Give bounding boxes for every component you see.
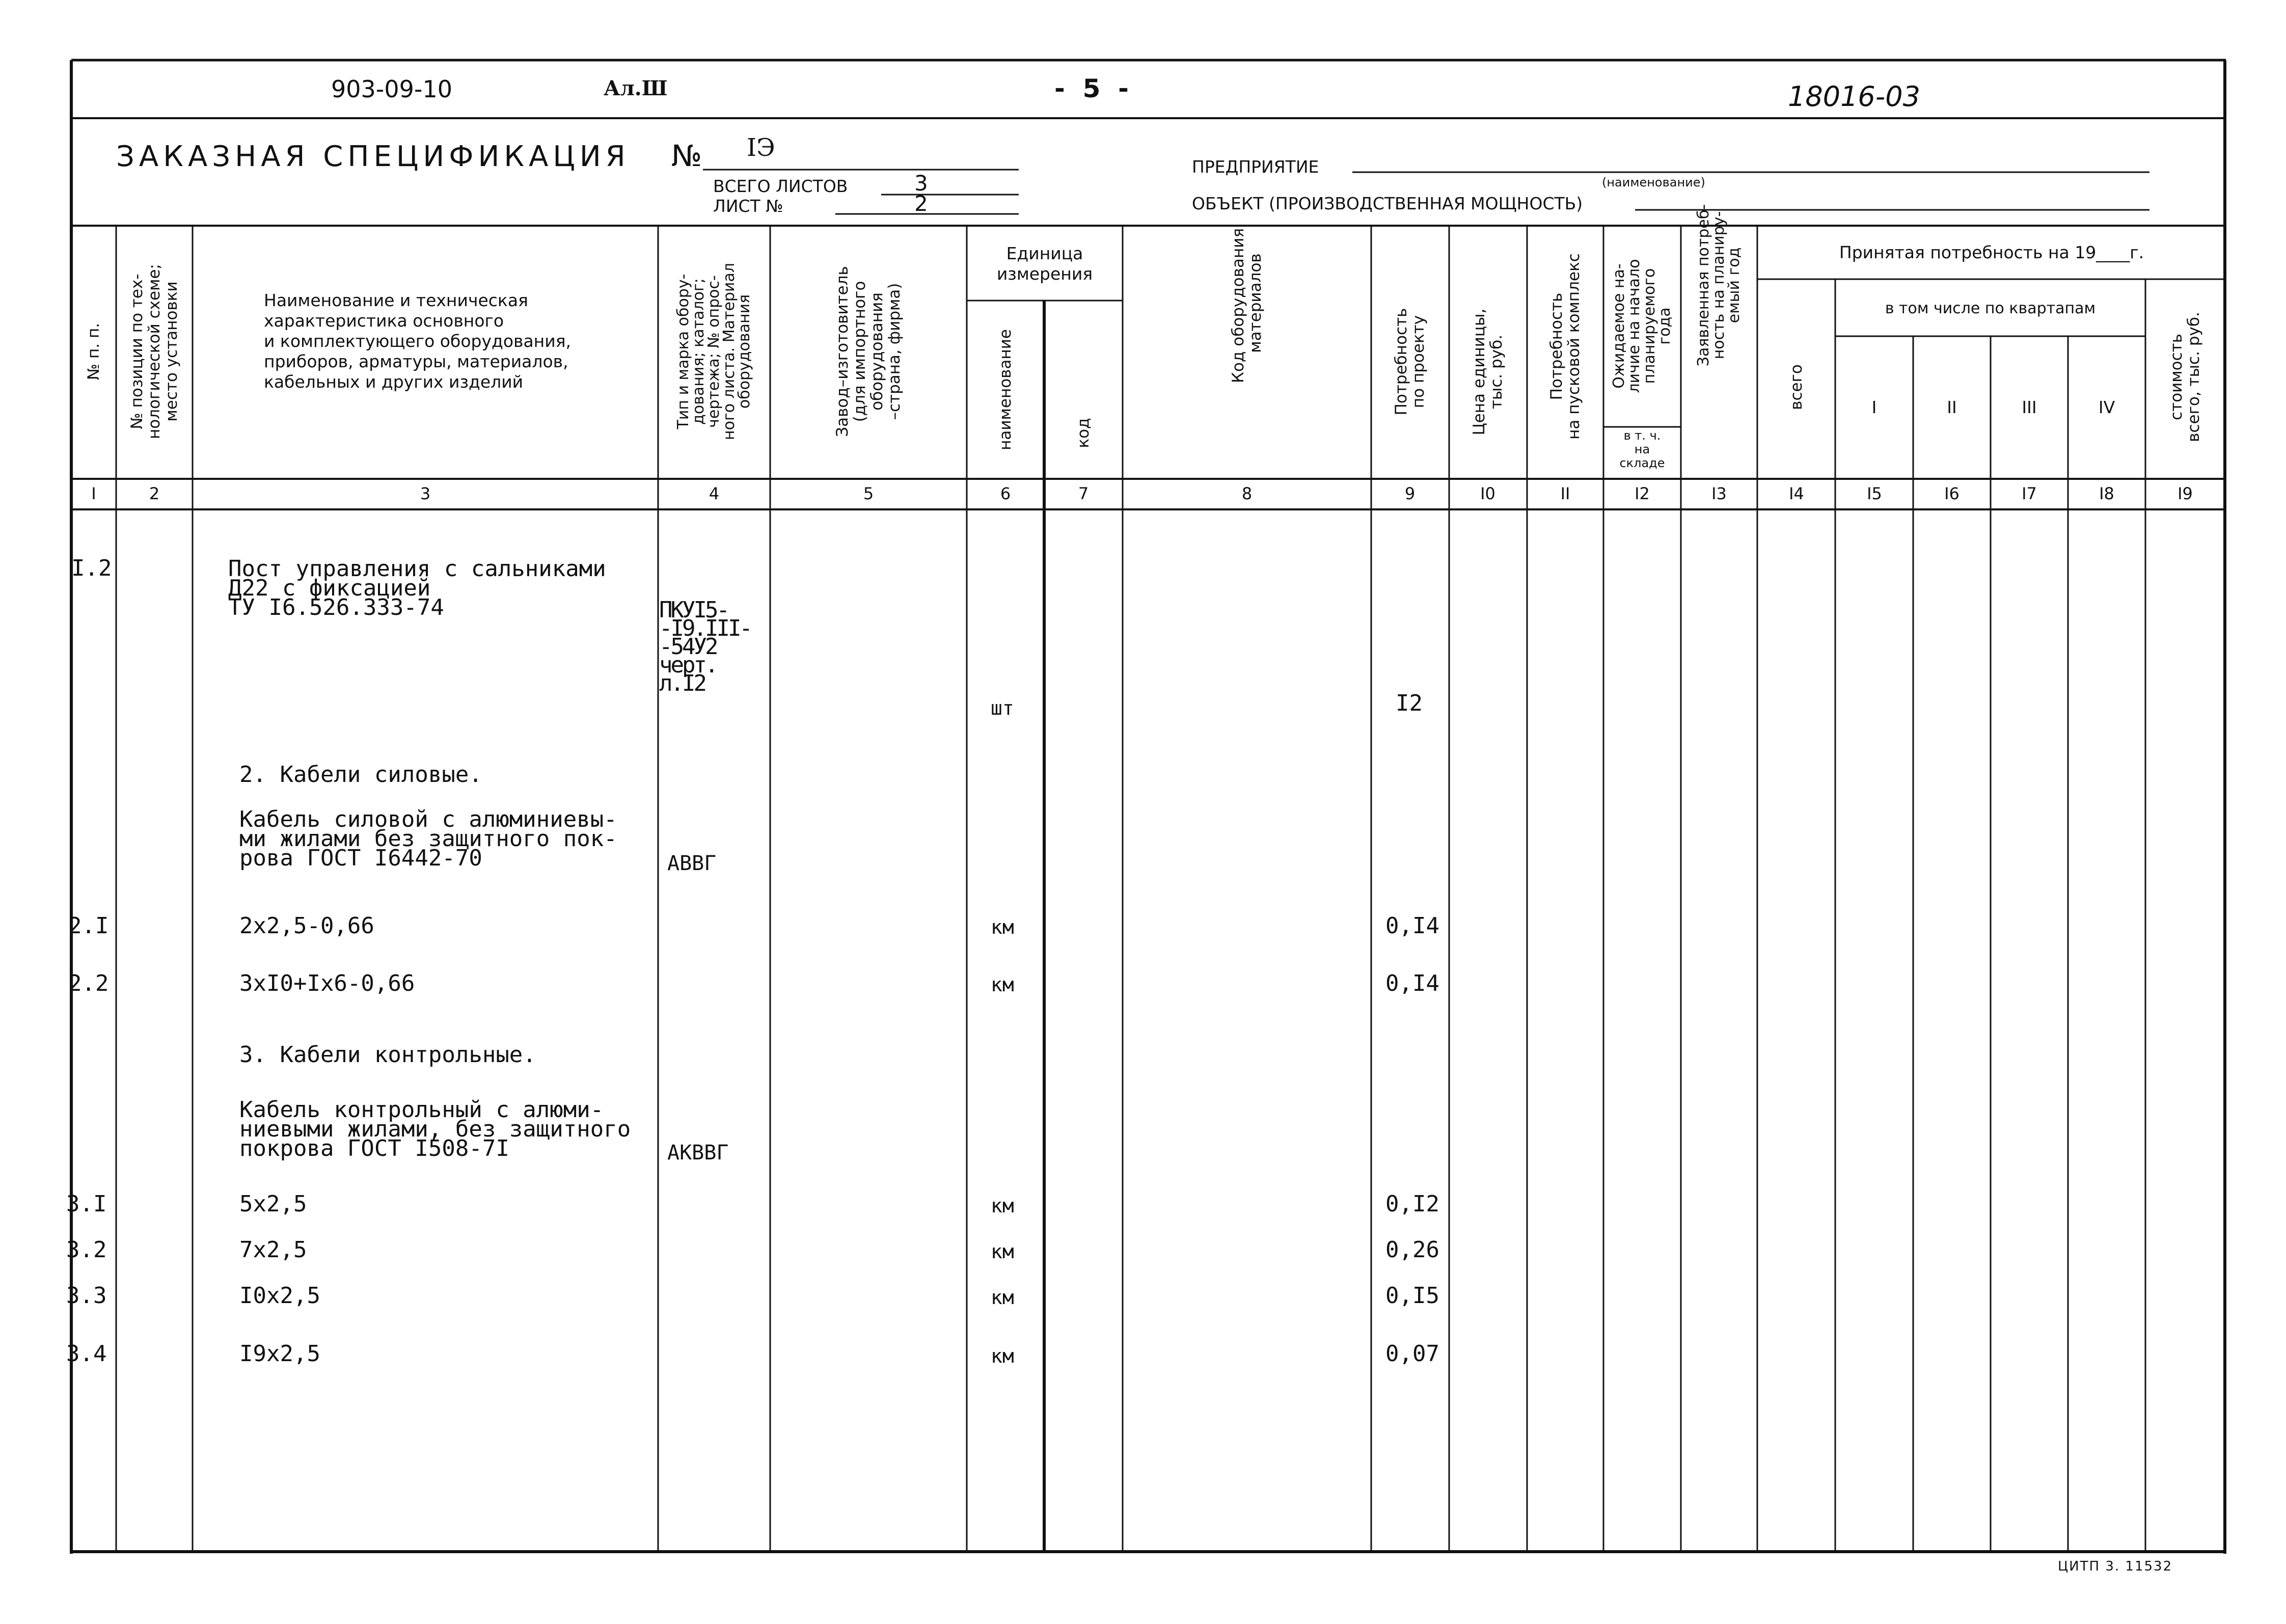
column-number: II bbox=[1560, 484, 1570, 503]
row-unit: км bbox=[991, 1195, 1014, 1217]
row-position: 3.2 bbox=[66, 1237, 107, 1263]
column-number: I8 bbox=[2099, 484, 2114, 503]
row-name: 2x2,5-0,66 bbox=[239, 913, 374, 939]
col-17-header: III bbox=[2022, 397, 2037, 417]
column-number: I0 bbox=[1480, 484, 1495, 503]
name-hint: (наименование) bbox=[1602, 175, 1705, 190]
row-quantity: I2 bbox=[1396, 690, 1423, 716]
row-name: Пост управления с сальниками Д22 с фиксацией ТУ I6.526.333-74 bbox=[228, 556, 606, 620]
enterprise-label: ПРЕДПРИЯТИЕ bbox=[1192, 157, 1319, 177]
accepted-group-header: Принятая потребность на 19____г. bbox=[1839, 242, 2144, 262]
row-description: Кабель силовой с алюминиевы- ми жилами без защитного пок- рова ГОСТ I6442-70 bbox=[239, 806, 617, 871]
column-number: I7 bbox=[2022, 484, 2037, 503]
col-18-header: IV bbox=[2098, 397, 2115, 417]
col-9-header: Потребность по проекту bbox=[1392, 308, 1428, 416]
col-4-header: Тип и марка обору- дования; каталог; чертежа; № опрос- ного листа. Материал оборудования bbox=[674, 262, 753, 441]
column-number: I5 bbox=[1867, 484, 1882, 503]
total-sheets-label: ВСЕГО ЛИСТОВ bbox=[713, 176, 848, 196]
row-type: ПКУI5- -I9.III- -54У2 черт. л.I2 bbox=[659, 597, 751, 696]
row-position: 3.4 bbox=[66, 1341, 107, 1367]
col-8-header: Код оборудования, материалов bbox=[1229, 223, 1265, 383]
column-number: I bbox=[91, 484, 96, 503]
col-2-header: № позиции по тех- нологической схеме; место установки bbox=[128, 264, 181, 439]
col-10-header: Цена единицы, тыс. руб. bbox=[1470, 308, 1506, 436]
row-quantity: 0,I5 bbox=[1385, 1283, 1439, 1309]
col-3-header: Наименование и техническая характеристика основного и комплектующего оборудования, приборов, арматуры, материалов, кабельных и других изделий bbox=[264, 290, 572, 392]
row-unit: км bbox=[991, 916, 1014, 938]
column-number: I2 bbox=[1635, 484, 1650, 503]
col-1-header: № п. п. bbox=[85, 322, 103, 381]
row-type: АВВГ bbox=[667, 852, 717, 875]
column-number: I9 bbox=[2178, 484, 2193, 503]
row-name: I9x2,5 bbox=[239, 1341, 320, 1367]
row-unit: шт bbox=[991, 697, 1014, 719]
row-name: 7x2,5 bbox=[239, 1237, 307, 1263]
section-heading: 3. Кабели контрольные. bbox=[239, 1042, 536, 1068]
row-description: Кабель контрольный с алюми- ниевыми жилами, без защитного покрова ГОСТ I508-7I bbox=[239, 1097, 631, 1161]
row-quantity: 0,I4 bbox=[1385, 970, 1439, 996]
row-quantity: 0,I4 bbox=[1385, 913, 1439, 939]
col-6-header: наименование bbox=[996, 329, 1015, 450]
row-quantity: 0,07 bbox=[1385, 1341, 1439, 1367]
column-number: 8 bbox=[1241, 484, 1253, 503]
col-12-sub-header: в т. ч. на складе bbox=[1619, 428, 1665, 470]
row-position: 3.3 bbox=[66, 1283, 107, 1309]
row-quantity: 0,26 bbox=[1385, 1237, 1439, 1263]
unit-group-header: Единица измерения bbox=[996, 243, 1093, 284]
album-number: Ал.Ш bbox=[604, 76, 668, 100]
row-name: 5x2,5 bbox=[239, 1191, 307, 1217]
column-number: 2 bbox=[149, 484, 160, 503]
spec-number-value: IЭ bbox=[747, 133, 775, 162]
spec-title: ЗАКАЗНАЯ СПЕЦИФИКАЦИЯ bbox=[116, 140, 630, 173]
sheet-value: 2 bbox=[914, 191, 928, 216]
column-number: 5 bbox=[863, 484, 874, 503]
print-mark: ЦИТП 3. 11532 bbox=[2058, 1559, 2173, 1574]
row-name: 3xI0+Ix6-0,66 bbox=[239, 970, 415, 996]
column-number: I3 bbox=[1711, 484, 1727, 503]
col-16-header: II bbox=[1947, 397, 1957, 417]
spec-number-label: № bbox=[671, 139, 702, 173]
row-unit: км bbox=[991, 973, 1014, 996]
col-7-header: код bbox=[1074, 418, 1093, 448]
quarters-group-header: в том числе по квартапам bbox=[1885, 300, 2096, 317]
column-number: 6 bbox=[1000, 484, 1011, 503]
col-14-header: всего bbox=[1787, 364, 1806, 410]
col-15-header: I bbox=[1871, 397, 1877, 417]
row-name: I0x2,5 bbox=[239, 1283, 320, 1309]
total-sheets-value: 3 bbox=[914, 171, 928, 196]
object-label: ОБЪЕКТ (ПРОИЗВОДСТВЕННАЯ МОЩНОСТЬ) bbox=[1192, 194, 1583, 213]
row-position: 2.I bbox=[68, 913, 109, 939]
stamp-number: 18016-03 bbox=[1788, 80, 1920, 113]
row-unit: км bbox=[991, 1286, 1014, 1309]
column-number: 3 bbox=[420, 484, 431, 503]
row-type: АКВВГ bbox=[667, 1141, 729, 1165]
col-12-header: Ожидаемое на- личие на начало планируемого года bbox=[1610, 259, 1674, 393]
doc-code: 903-09-10 bbox=[331, 75, 453, 103]
row-position: 2.2 bbox=[68, 970, 109, 996]
row-position: I.2 bbox=[71, 555, 112, 581]
column-number: 4 bbox=[709, 484, 720, 503]
col-19-header: стоимость всего, тыс. руб. bbox=[2167, 312, 2203, 442]
row-quantity: 0,I2 bbox=[1385, 1191, 1439, 1217]
row-unit: км bbox=[991, 1240, 1014, 1263]
row-unit: км bbox=[991, 1345, 1014, 1367]
row-position: 3.I bbox=[66, 1191, 107, 1217]
column-number: I6 bbox=[1944, 484, 1960, 503]
col-13-header: Заявленная потреб- ность на планиру- емый год bbox=[1695, 204, 1743, 367]
column-number: I4 bbox=[1789, 484, 1804, 503]
col-5-header: Завод–изготовитель (для импортного оборудования –страна, фирма) bbox=[833, 266, 904, 437]
column-number: 9 bbox=[1404, 484, 1416, 503]
sheet-label: ЛИСТ № bbox=[713, 196, 783, 216]
column-number: 7 bbox=[1078, 484, 1089, 503]
col-11-header: Потребность на пусковой комплекс bbox=[1547, 253, 1583, 440]
page-number: - 5 - bbox=[1054, 74, 1129, 103]
section-heading: 2. Кабели силовые. bbox=[239, 762, 482, 788]
